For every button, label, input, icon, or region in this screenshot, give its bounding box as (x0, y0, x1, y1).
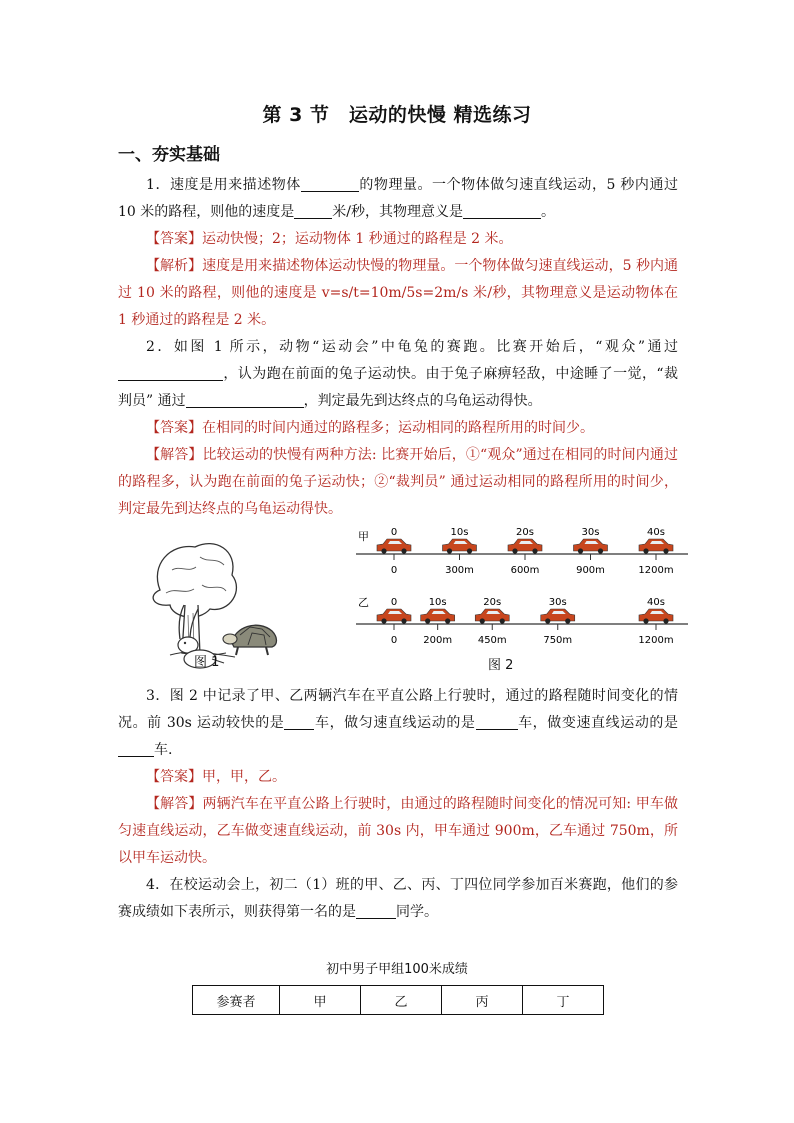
car-icon (443, 539, 477, 554)
distance-label: 900m (576, 565, 605, 576)
q1-blank-3[interactable] (463, 202, 541, 219)
car-icon (475, 609, 509, 624)
q2-blank-1[interactable] (118, 364, 223, 381)
q1-blank-1[interactable] (301, 175, 359, 192)
table-header-cell: 乙 (361, 986, 442, 1015)
car-icon (541, 609, 575, 624)
q2-analysis: 【解答】比较运动的快慢有两种方法: 比赛开始后，①“观众”通过在相同的时间内通过的路程多，认为跑在前面的兔子运动快；②“裁判员” 通过运动相同的路程所用的时间少，判定最先到达终点的乌龟运动得快。 (118, 447, 678, 517)
q2-text-c: ，判定最先到达终点的乌龟运动得快。 (303, 393, 542, 409)
table-header-cell: 参赛者 (193, 986, 280, 1015)
time-label: 10s (428, 597, 447, 608)
q4-text-b: 同学。 (396, 904, 438, 920)
time-label: 0 (390, 597, 398, 608)
results-table (192, 985, 604, 1015)
time-label: 10s (450, 527, 469, 538)
q1-text-c: 米/秒，其物理意义是 (332, 204, 463, 220)
distance-label: 1200m (638, 565, 674, 576)
car-icon (421, 609, 455, 624)
figure-1-caption: 图 1 (194, 655, 220, 670)
table-header-cell: 丁 (523, 986, 604, 1015)
row-yi (356, 596, 688, 646)
tortoise-illustration (223, 625, 277, 655)
table-header-cell: 甲 (280, 986, 361, 1015)
q4-text-a: 4．在校运动会上，初二（1）班的甲、乙、丙、丁四位同学参加百米赛跑，他们的参赛成绩如下表所示，则获得第一名的是 (118, 877, 678, 920)
car-icon (377, 539, 411, 554)
q3-text-b: 车，做匀速直线运动的是 (314, 715, 476, 731)
car-icon (639, 609, 673, 624)
distance-label: 750m (543, 635, 573, 646)
q3-text-a: 3．图 2 中记录了甲、乙两辆汽车在平直公路上行驶时，通过的路程随时间变化的情况。前 30s 运动较快的是 (118, 688, 678, 731)
distance-label: 1200m (638, 635, 674, 646)
car-icon (639, 539, 673, 554)
car-icon (574, 539, 608, 554)
car-icon (508, 539, 542, 554)
question-4 (118, 872, 678, 926)
distance-label: 200m (423, 635, 453, 646)
q3-analysis: 【解答】两辆汽车在平直公路上行驶时，由通过的路程随时间变化的情况可知: 甲车做匀速直线运动，乙车做变速直线运动，前 30s 内，甲车通过 900m，乙车通过 750m，所以甲车运动快。 (118, 796, 678, 866)
figure-2-diagram (352, 526, 692, 651)
distance-label: 0 (390, 635, 398, 646)
q4-blank-1[interactable] (356, 902, 396, 919)
table-header-row (193, 986, 604, 1015)
question-2 (118, 334, 678, 415)
time-label: 40s (647, 597, 665, 608)
q3-blank-3[interactable] (118, 740, 154, 757)
time-label: 30s (548, 597, 567, 608)
page-title: 第 3 节 运动的快慢 精选练习 (262, 104, 532, 126)
q3-blank-1[interactable] (284, 713, 314, 730)
q2-text-b: ，认为跑在前面的兔子运动快。由于兔子麻痹轻敌，中途睡了一觉，“裁判员” 通过 (118, 366, 678, 409)
q1-blank-2[interactable] (294, 202, 332, 219)
time-label: 30s (581, 527, 600, 538)
q3-text-c: 车，做变速直线运动的是 (517, 715, 679, 731)
q2-answer: 【答案】在相同的时间内通过的路程多；运动相同的路程所用的时间少。 (146, 420, 594, 436)
row-jia-label: 甲 (358, 530, 369, 543)
table-header-cell: 丙 (442, 986, 523, 1015)
distance-label: 0 (390, 565, 398, 576)
question-1 (118, 172, 678, 226)
q1-answer: 【答案】运动快慢；2；运动物体 1 秒通过的路程是 2 米。 (146, 231, 513, 247)
time-label: 20s (516, 527, 534, 538)
q3-text-d: 车. (154, 742, 173, 758)
q2-blank-2[interactable] (186, 391, 304, 408)
q2-text-a: 2．如图 1 所示，动物“运动会”中龟兔的赛跑。比赛开始后，“观众”通过 (146, 339, 678, 355)
section-heading: 一、夯实基础 (118, 145, 220, 165)
q1-text-b: 的物理量。一个物体做匀速直线运动，5 秒内通过 10 米的路程，则他的速度是 (118, 177, 678, 220)
time-label: 40s (647, 527, 665, 538)
distance-label: 600m (510, 565, 540, 576)
question-3 (118, 683, 678, 764)
q3-blank-2[interactable] (476, 713, 518, 730)
car-icon (377, 609, 411, 624)
table-caption: 初中男子甲组100米成绩 (326, 962, 468, 977)
figure-2-caption: 图 2 (488, 658, 514, 673)
q1-text-a: 1．速度是用来描述物体 (146, 177, 301, 193)
time-label: 20s (483, 597, 502, 608)
time-label: 0 (390, 527, 398, 538)
q1-analysis: 【解析】速度是用来描述物体运动快慢的物理量。一个物体做匀速直线运动，5 秒内通过 10 米的路程，则他的速度是 v=s/t=10m/5s=2m/s 米/秒，其物理意义是运动物体在 1 秒通过的路程是 2 米。 (118, 258, 678, 328)
row-jia (356, 527, 688, 576)
q3-answer: 【答案】甲，甲，乙。 (146, 769, 286, 785)
row-yi-label: 乙 (358, 596, 369, 609)
q1-text-d: 。 (540, 204, 555, 220)
distance-label: 300m (445, 565, 474, 576)
distance-label: 450m (477, 635, 507, 646)
